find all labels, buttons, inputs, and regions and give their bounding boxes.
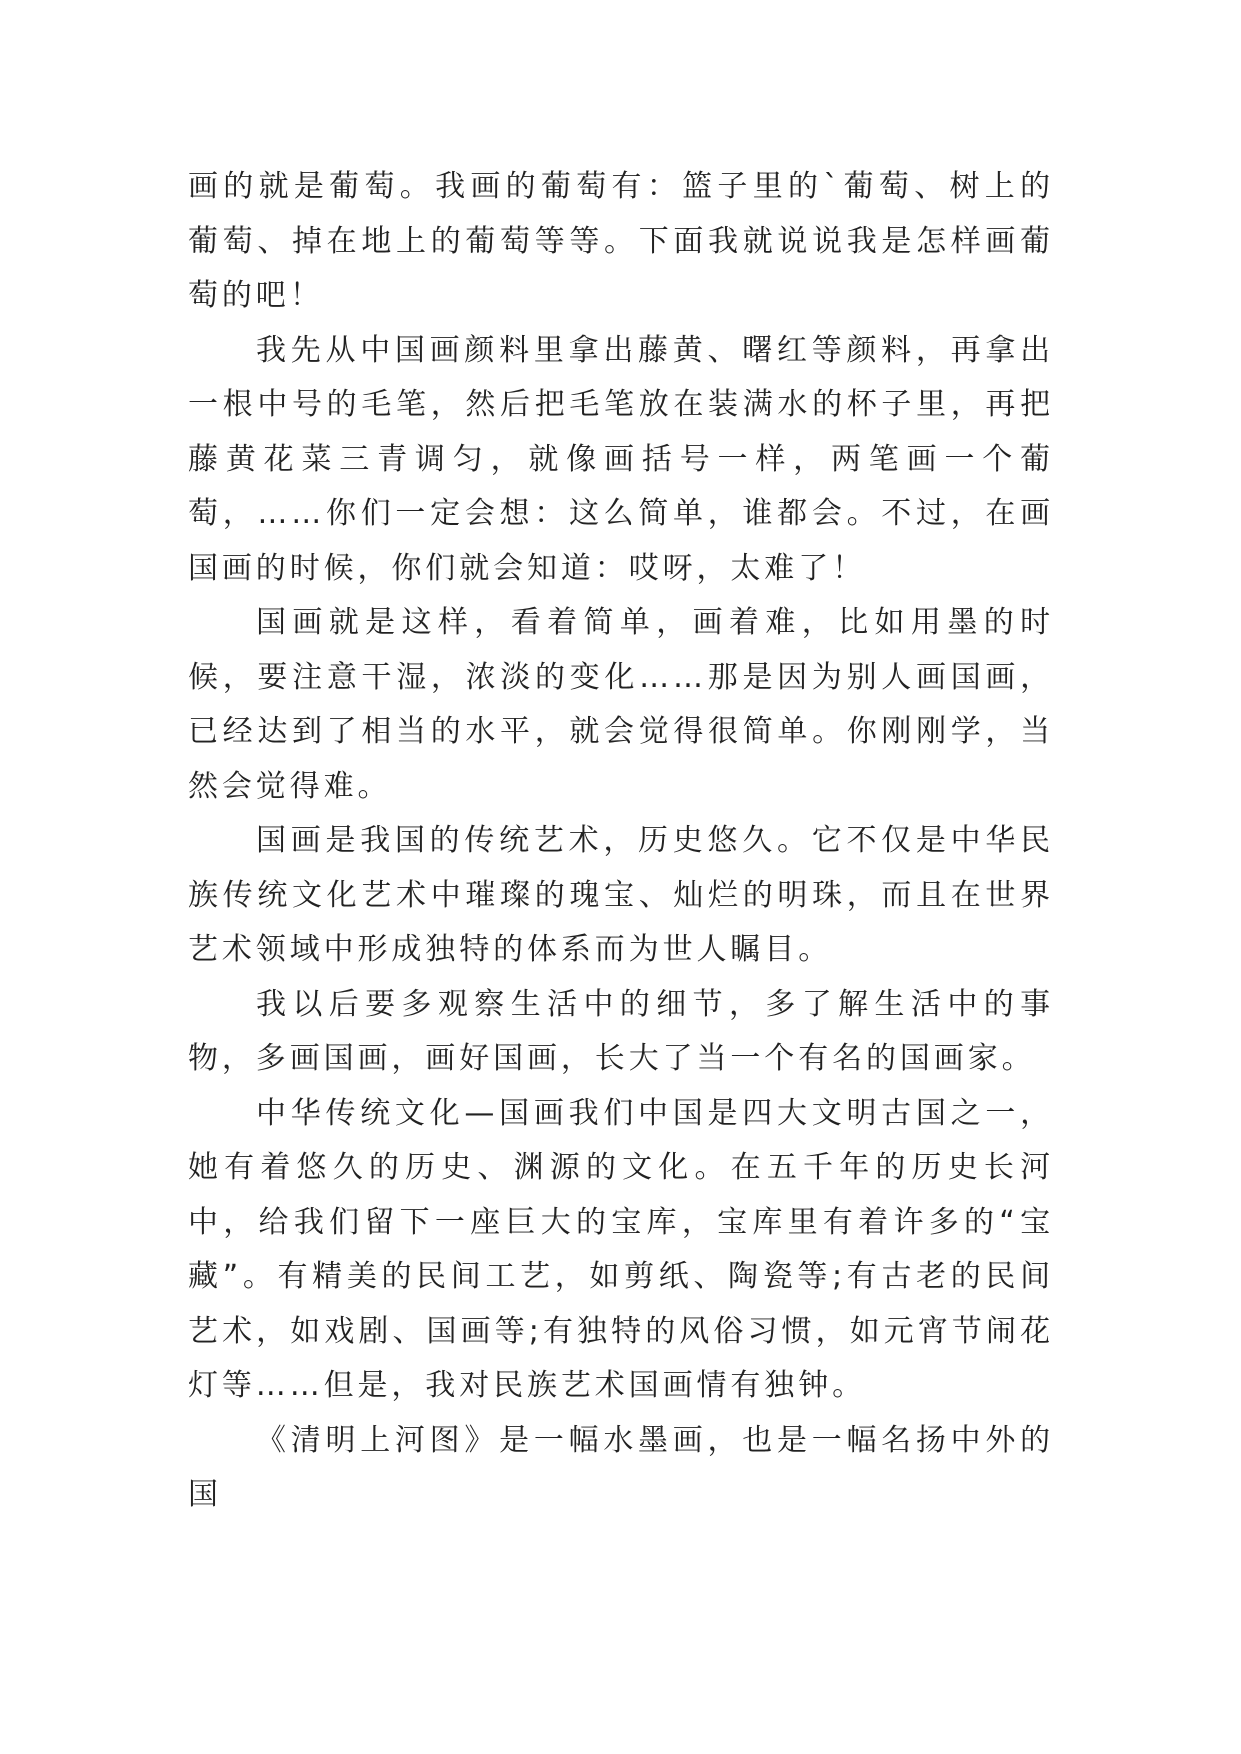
paragraph-2: 我先从中国画颜料里拿出藤黄、曙红等颜料，再拿出一根中号的毛笔，然后把毛笔放在装满水的杯子里，再把藤黄花菜三青调匀，就像画括号一样，两笔画一个葡萄，……你们一定会想：这么简单，谁都会。不过，在画国画的时候，你们就会知道：哎呀，太难了！ <box>188 332 1054 586</box>
document-body <box>188 160 1054 1523</box>
paragraph-1: 画的就是葡萄。我画的葡萄有：篮子里的`葡萄、树上的葡萄、掉在地上的葡萄等等。下面我就说说我是怎样画葡萄的吧！ <box>188 169 1054 313</box>
paragraph-3: 国画就是这样，看着简单，画着难，比如用墨的时候，要注意干湿，浓淡的变化……那是因为别人画国画，已经达到了相当的水平，就会觉得很简单。你刚刚学，当然会觉得难。 <box>188 605 1054 804</box>
paragraph-6: 中华传统文化—国画我们中国是四大文明古国之一，她有着悠久的历史、渊源的文化。在五千年的历史长河中，给我们留下一座巨大的宝库，宝库里有着许多的“宝藏”。有精美的民间工艺，如剪纸、陶瓷等;有古老的民间艺术，如戏剧、国画等;有独特的风俗习惯，如元宵节闹花灯等……但是，我对民族艺术国画情有独钟。 <box>188 1095 1054 1403</box>
paragraph-5: 我以后要多观察生活中的细节，多了解生活中的事物，多画国画，画好国画，长大了当一个有名的国画家。 <box>188 986 1054 1076</box>
paragraph-7: 《清明上河图》是一幅水墨画，也是一幅名扬中外的国 <box>188 1422 1054 1512</box>
paragraph-4: 国画是我国的传统艺术，历史悠久。它不仅是中华民族传统文化艺术中璀璨的瑰宝、灿烂的明珠，而且在世界艺术领域中形成独特的体系而为世人瞩目。 <box>188 823 1054 967</box>
